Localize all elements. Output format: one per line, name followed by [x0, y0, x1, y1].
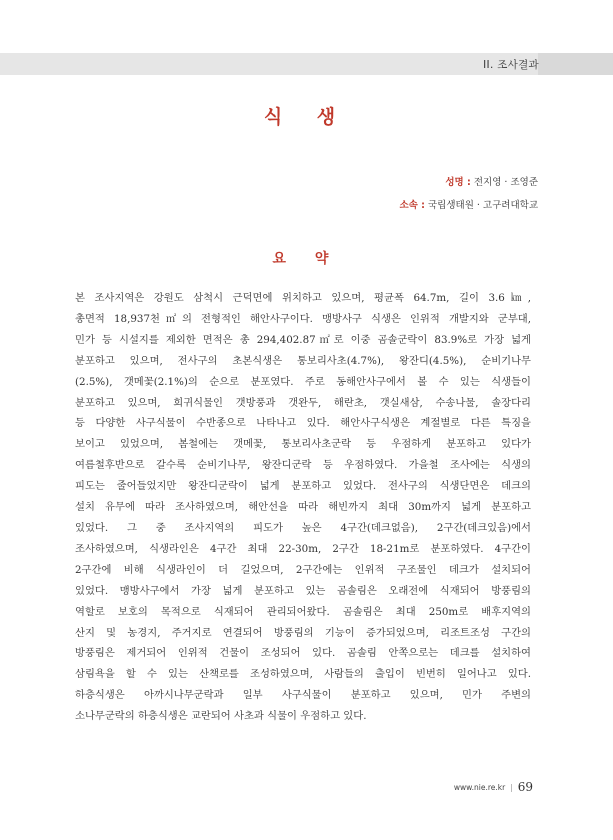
body-line: 분포하고 있으며, 희귀식물인 갯방풍과 갯완두, 해란초, 갯실새삼, 수송나물, 솔장다리 [75, 396, 531, 409]
body-line: 삼림욕을 할 수 있는 산책로를 조성하였으며, 사람들의 출입이 빈번히 일어나고 있다. [75, 668, 531, 681]
body-line: 방풍림은 제거되어 인위적 건물이 조성되어 있다. 곰솔림 안쪽으로는 데크를 설치하여 [75, 647, 531, 660]
summary-body [75, 288, 531, 727]
body-line: 소나무군락의 하층식생은 교란되어 사초과 식물이 우점하고 있다. [75, 710, 367, 723]
summary-title: 요 약 [272, 251, 341, 267]
body-line: 설치 유무에 따라 조사하였으며, 해안선을 따라 해빈까지 최대 30m까지 넓게 분포하고 [75, 501, 531, 514]
body-line: 보이고 있었으며, 봄철에는 갯메꽃, 통보리사초군락 등 우점하게 분포하고 있다가 [75, 438, 531, 451]
footer: www.nie.re.kr | 69 [453, 780, 533, 794]
body-line: 하층식생은 아까시나무군락과 일부 사구식물이 분포하고 있으며, 민가 주변의 [75, 689, 531, 702]
section-header: II. 조사결과 [483, 59, 539, 71]
page-title: 식 생 [263, 106, 350, 128]
affiliation [399, 197, 538, 211]
body-line: 민가 등 시설지를 제외한 면적은 총 294,402.87㎡로 이중 곰솔군락이 83.9%로 가장 넓게 [75, 333, 531, 346]
body-line: 있었다. 맹방사구에서 가장 넓게 분포하고 있는 곰솔림은 오래전에 식재되어 방풍림의 [75, 584, 531, 597]
body-line: 있었다. 그 중 조사지역의 피도가 높은 4구간(데크없음), 2구간(데크있음)에서 [75, 521, 531, 534]
body-line: 등 다양한 사구식물이 수반종으로 나타나고 있다. 해안사구식생은 계절별로 다른 특징을 [75, 417, 531, 430]
body-line: 역할로 보호의 목적으로 식재되어 관리되어왔다. 곰솔림은 최대 250m로 배후지역의 [75, 605, 531, 618]
body-line: 총면적 18,937천㎡의 전형적인 해안사구이다. 맹방사구 식생은 인위적 개발지와 군부대, [75, 312, 531, 325]
body-line: 2구간에 비해 식생라인이 더 길었으며, 2구간에는 인위적 구조물인 데크가 설치되어 [75, 563, 531, 576]
header-accent-box [538, 53, 613, 75]
authors-value: 전지영 · 조영준 [473, 177, 538, 188]
authors-label: 성명 : [445, 177, 471, 188]
body-line: 피도는 줄어들었지만 왕잔디군락이 넓게 분포하고 있었다. 전사구의 식생단면은 데크의 [75, 480, 531, 493]
page-number: 69 [517, 780, 533, 794]
body-line: 본 조사지역은 강원도 삼척시 근덕면에 위치하고 있으며, 평균폭 64.7m, 길이 3.6㎞, [75, 292, 531, 304]
body-line: 여름철후반으로 갈수록 순비기나무, 왕잔디군락 등 우점하였다. 가을철 조사에는 식생의 [75, 459, 531, 472]
body-line: 조사하였으며, 식생라인은 4구간 최대 22-30m, 2구간 18-21m로 분포하였다. 4구간이 [75, 542, 531, 555]
body-line: 산지 및 농경지, 주거지로 연결되어 방풍림의 기능이 증가되었으며, 리조트조성 구간의 [75, 626, 531, 639]
body-line: 분포하고 있으며, 전사구의 초본식생은 통보리사초(4.7%), 왕잔디(4.5%), 순비기나무 [75, 354, 531, 367]
body-line: (2.5%), 갯메꽃(2.1%)의 순으로 분포였다. 주로 동해안사구에서 볼 수 있는 식생들이 [75, 375, 531, 388]
affiliation-label: 소속 : [399, 200, 425, 211]
footer-url: www.nie.re.kr [453, 783, 506, 792]
affiliation-value: 국립생태원 · 고구려대학교 [427, 200, 538, 211]
authors [445, 174, 538, 188]
